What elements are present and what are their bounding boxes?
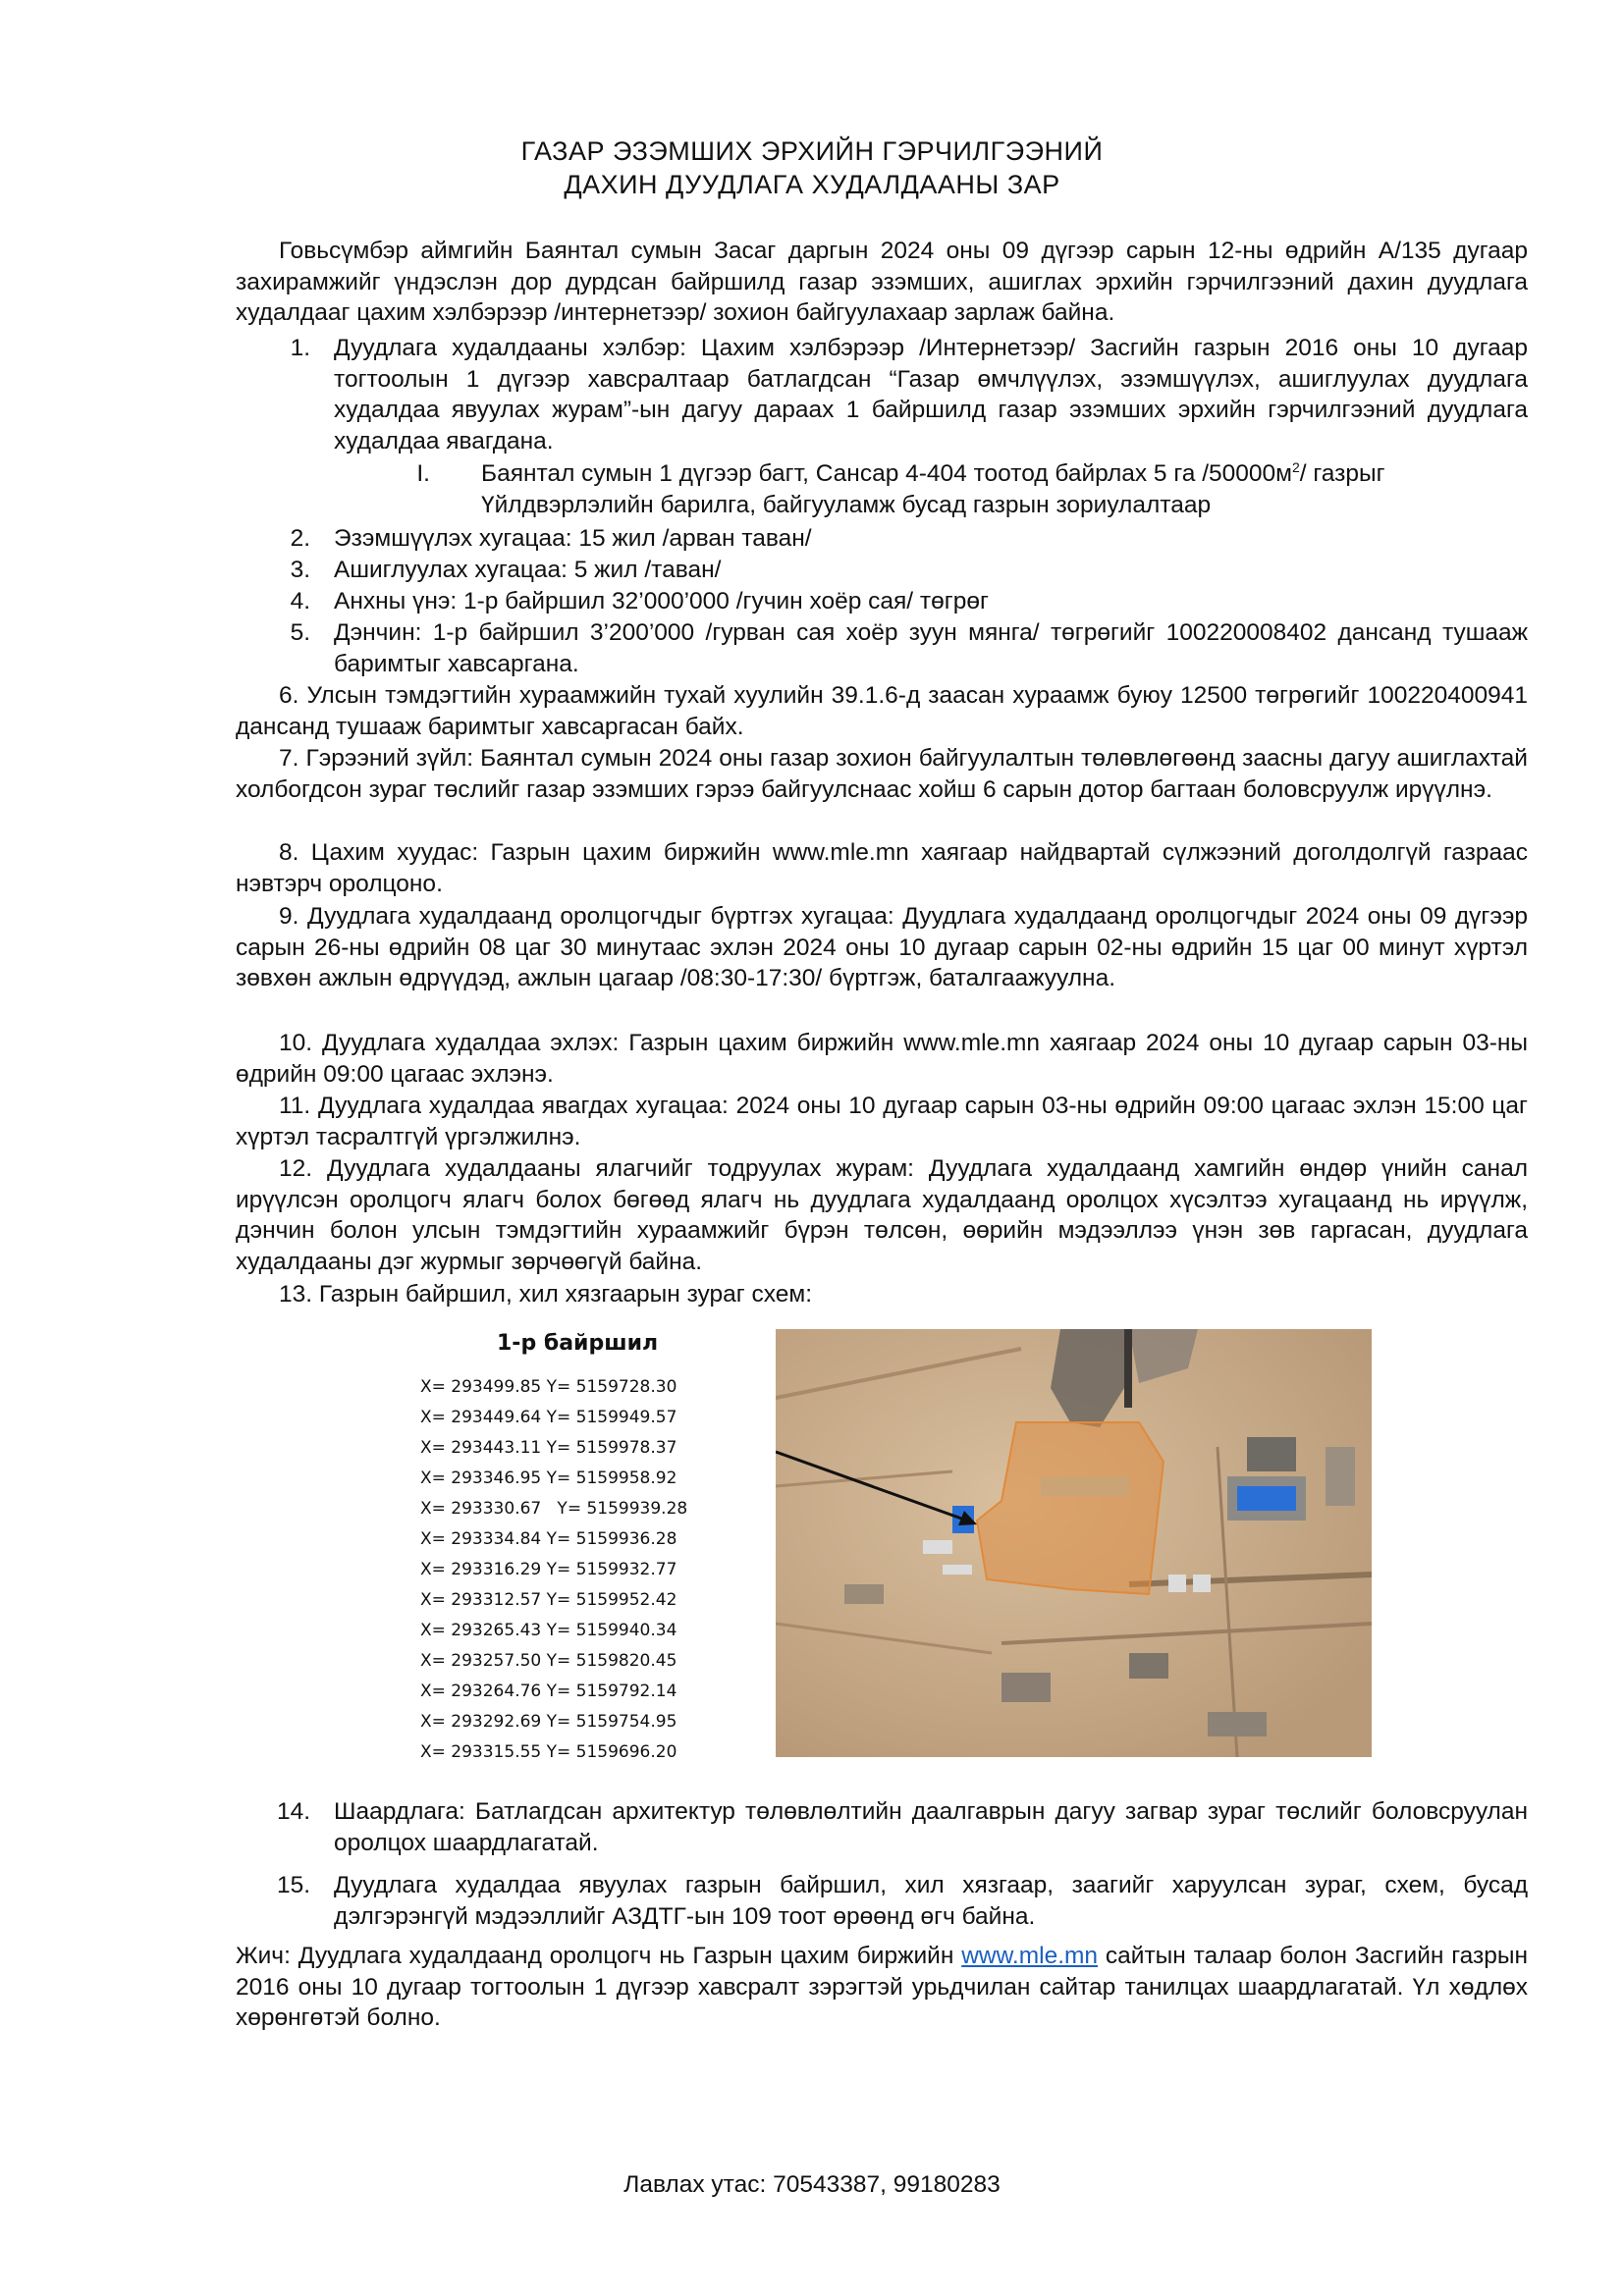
- item-7-text: 7. Гэрээний зүйл: Баянтал сумын 2024 оны газар зохион байгуулалтын төлөвлөгөөнд заасны дагуу ашиглахтай холбогдсон зураг төслийг газар эзэмших гэрээ байгуулснаас хойш 6 сарын дотор багтаан боловсруулж ирүүлнэ.: [236, 745, 1528, 803]
- item-13-text: 13. Газрын байршил, хил хязгаарын зураг схем:: [279, 1281, 813, 1308]
- item-1-sub-number: I.: [416, 460, 430, 487]
- coordinate-row: X= 293265.43 Y= 5159940.34: [420, 1621, 677, 1640]
- item-12-text: 12. Дуудлага худалдааны ялагчийг тодруулах журам: Дуудлага худалдаанд хамгийн өндөр үнийн санал ирүүлсэн оролцогч ялагч болох бөгөөд ялагч нь дуудлага худалдаанд оролцох хүсэлтээ хугацаанд нь ирүүлж, дэнчин болон улсын тэмдэгтийн хураамжийг бүрэн төлсөн, өөрийн мэдээллээ үнэн зөв гаргасан, дуудлага худалдааны дэг журмыг зөрчөөгүй байна.: [236, 1155, 1528, 1275]
- coordinate-row: X= 293449.64 Y= 5159949.57: [420, 1408, 677, 1427]
- item-10-text: 10. Дуудлага худалдаа эхлэх: Газрын цахим биржийн www.mle.mn хаягаар 2024 оны 10 дугаар сарын 03-ны өдрийн 09:00 цагаас эхлэнэ.: [236, 1030, 1528, 1088]
- coordinate-row: X= 293312.57 Y= 5159952.42: [420, 1590, 677, 1610]
- map-graphic: [776, 1329, 1372, 1757]
- coordinate-row: X= 293292.69 Y= 5159754.95: [420, 1712, 677, 1732]
- item-15-text: Дуудлага худалдаа явуулах газрын байршил, хил хязгаар, заагийг харуулсан зураг, схем, бусад дэлгэрэнгүй мэдээллийг АЗДТГ-ын 109 тоот өрөөнд өгч байна.: [334, 1872, 1528, 1930]
- item-2-number: 2.: [290, 525, 310, 552]
- item-5-number: 5.: [290, 619, 310, 646]
- coordinate-row: X= 293334.84 Y= 5159936.28: [420, 1529, 677, 1549]
- coordinate-row: X= 293499.85 Y= 5159728.30: [420, 1377, 677, 1397]
- coordinate-row: X= 293315.55 Y= 5159696.20: [420, 1742, 677, 1762]
- item-4-text: Анхны үнэ: 1-р байршил 32’000’000 /гучин хоёр сая/ төгрөг: [334, 588, 989, 614]
- item-1-sub-text: Баянтал сумын 1 дүгээр багт, Сансар 4-404 тоотод байрлах 5 га $/50000м^2/$ газрыг Үйлдвэрлэлийн барилга, байгууламж бусад газрын зориулалтаар: [481, 458, 1385, 518]
- coordinate-row: X= 293443.11 Y= 5159978.37: [420, 1438, 677, 1458]
- location-satellite-map: [776, 1329, 1372, 1757]
- document-title-line2: ДАХИН ДУУДЛАГА ХУДАЛДААНЫ ЗАР: [564, 170, 1060, 199]
- item-2-text: Эзэмшүүлэх хугацаа: 15 жил /арван таван/: [334, 525, 812, 552]
- item-5-text: Дэнчин: 1-р байршил 3’200’000 /гурван сая хоёр зуун мянга/ төгрөгийг 100220008402 дансанд тушааж баримтыг хавсаргана.: [334, 619, 1528, 677]
- item-3-number: 3.: [290, 557, 310, 583]
- item-15-number: 15.: [276, 1872, 310, 1898]
- item-6-text: 6. Улсын тэмдэгтийн хураамжийн тухай хуулийн 39.1.6-д заасан хураамж буюу 12500 төгрөгийг 100220400941 дансанд тушааж баримтыг хавсаргасан байх.: [236, 682, 1528, 740]
- item-8-text: 8. Цахим хуудас: Газрын цахим биржийн www.mle.mn хаягаар найдвартай сүлжээний доголдолгүй газраас нэвтэрч оролцоно.: [236, 839, 1528, 897]
- location-title: 1-р байршил: [497, 1331, 659, 1356]
- item-1-number: 1.: [290, 335, 310, 361]
- coordinate-row: X= 293330.67 Y= 5159939.28: [420, 1499, 688, 1519]
- intro-paragraph: Говьсүмбэр аймгийн Баянтал сумын Засаг даргын 2024 оны 09 дүгээр сарын 12-ны өдрийн А/135 дугаар захирамжийг үндэслэн дор дурдсан байршилд газар эзэмших, ашиглах эрхийн гэрчилгээний дахин дуудлага худалдааг цахим хэлбэрээр /интернетээр/ зохион байгуулахаар зарлаж байна.: [236, 238, 1528, 326]
- item-9-text: 9. Дуудлага худалдаанд оролцогчдыг бүртгэх хугацаа: Дуудлага худалдаанд оролцогчдыг 2024 оны 09 дүгээр сарын 26-ны өдрийн 08 цаг 30 минутаас эхлэн 2024 оны 10 дугаар сарын 02-ны өдрийн 15 цаг 00 минут хүртэл зөвхөн ажлын өдрүүдэд, ажлын цагаар /08:30-17:30/ бүртгэж, баталгаажуулна.: [236, 903, 1528, 991]
- item-14-number: 14.: [276, 1798, 310, 1825]
- item-11-text: 11. Дуудлага худалдаа явагдах хугацаа: 2024 оны 10 дугаар сарын 03-ны өдрийн 09:00 цагаас эхлэн 15:00 цаг хүртэл тасралтгүй үргэлжилнэ.: [236, 1093, 1528, 1150]
- item-3-text: Ашиглуулах хугацаа: 5 жил /таван/: [334, 557, 722, 583]
- item-1-text: Дуудлага худалдааны хэлбэр: Цахим хэлбэрээр /Интернетээр/ Засгийн газрын 2016 оны 10 дугаар тогтоолын 1 дүгээр хавсралтаар батлагдсан “Газар өмчлүүлэх, эзэмшүүлэх, ашиглуулах дуудлага худалдаа явуулах журам”-ын дагуу дараах 1 байршилд газар эзэмших эрхийн гэрчилгээний дуудлага худалдаа явагдана.: [334, 335, 1528, 454]
- item-4-number: 4.: [290, 588, 310, 614]
- coordinate-row: X= 293316.29 Y= 5159932.77: [420, 1560, 677, 1579]
- note-paragraph: Жич: Дуудлага худалдаанд оролцогч нь Газрын цахим биржийн www.mle.mn сайтын талаар болон Засгийн газрын 2016 оны 10 дугаар тогтоолын 1 дүгээр хавсралт зэрэгтэй урьдчилан сайтар танилцах шаардлагатай. Үл хөдлөх хөрөнгөтэй болно.: [236, 1943, 1528, 2031]
- mle-link[interactable]: www.mle.mn: [961, 1943, 1099, 1969]
- document-title-line1: ГАЗАР ЭЗЭМШИХ ЭРХИЙН ГЭРЧИЛГЭЭНИЙ: [520, 136, 1104, 166]
- coordinate-list: [420, 1372, 687, 1768]
- coordinate-row: X= 293257.50 Y= 5159820.45: [420, 1651, 677, 1671]
- contact-phone: Лавлах утас: 70543387, 99180283: [623, 2171, 1001, 2198]
- coordinate-row: X= 293346.95 Y= 5159958.92: [420, 1468, 677, 1488]
- item-14-text: Шаардлага: Батлагдсан архитектур төлөвлөлтийн даалгаврын дагуу загвар зураг төслийг боловсруулан оролцох шаардлагатай.: [334, 1798, 1528, 1856]
- coordinate-row: X= 293264.76 Y= 5159792.14: [420, 1682, 677, 1701]
